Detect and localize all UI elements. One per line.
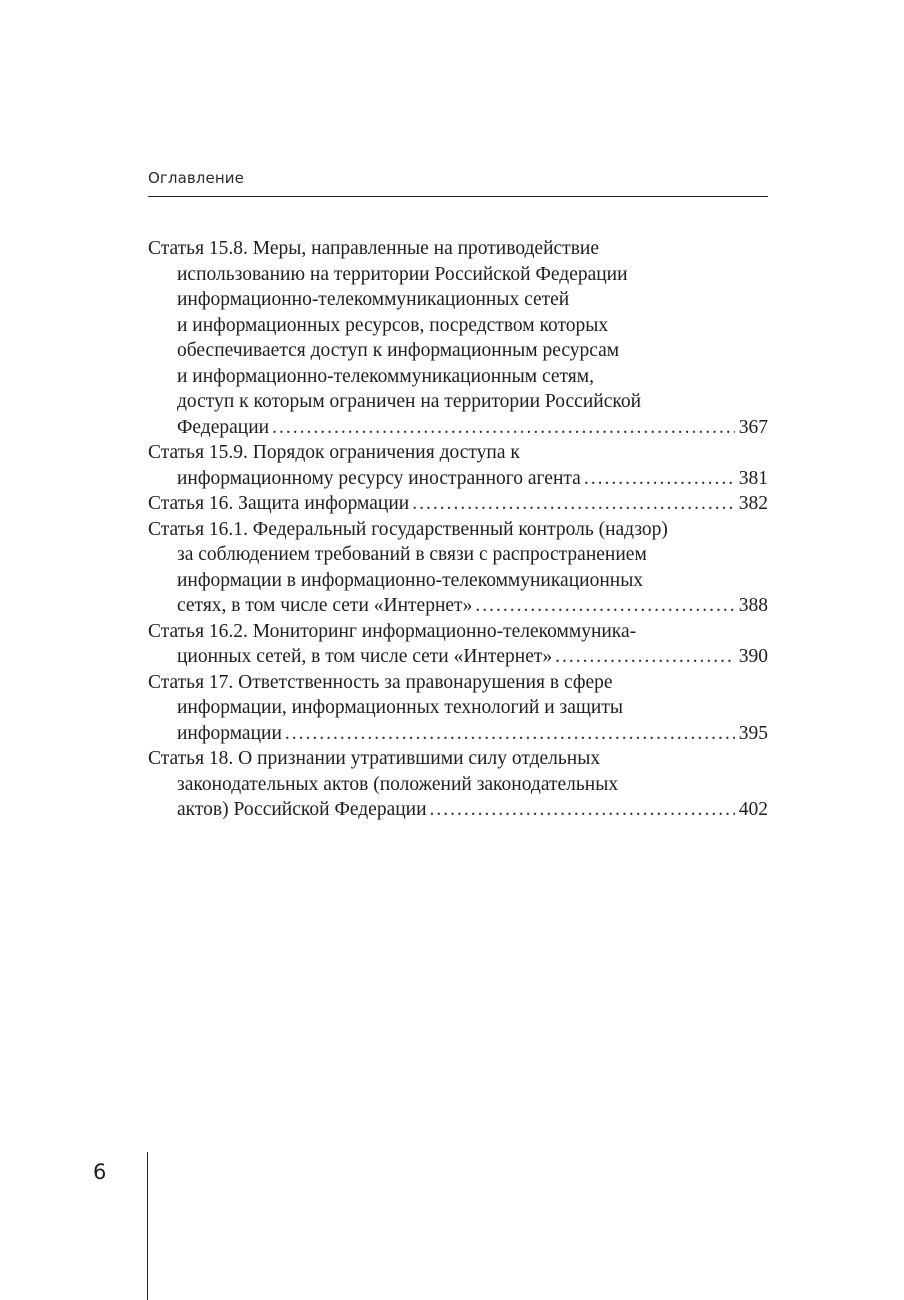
toc-entry-line: информации в информационно-телекоммуникационных (177, 569, 644, 591)
dot-leader (272, 415, 735, 441)
toc-page-number: 402 (738, 799, 768, 820)
dot-leader (285, 721, 735, 747)
dot-leader (584, 466, 735, 492)
toc-entry (148, 670, 768, 747)
toc-entry (148, 491, 768, 517)
dot-leader (555, 644, 735, 670)
toc-entry-text: сетях, в том числе сети «Интернет» (177, 595, 473, 616)
toc-entry-last-line (148, 593, 768, 619)
margin-rule (147, 1152, 148, 1300)
toc-page-number: 382 (738, 493, 768, 514)
toc-entry-line: использованию на территории Российской Федерации (177, 263, 628, 285)
toc-entry-line: законодательных актов (положений законодательных (177, 773, 619, 795)
header-rule (148, 196, 768, 197)
toc-page-number: 388 (738, 595, 768, 616)
dot-leader (430, 797, 735, 823)
toc-entry-last-line (148, 797, 768, 823)
toc-page-number: 381 (738, 467, 768, 489)
dot-leader (412, 491, 735, 517)
toc-entry (148, 517, 768, 619)
dot-leader (475, 593, 734, 619)
toc-entry-last-line (148, 491, 768, 517)
page-number: 6 (93, 1160, 107, 1184)
toc-entry-line: и информационных ресурсов, посредством которых (177, 314, 609, 336)
toc-page-number: 390 (738, 646, 768, 667)
toc-entry-line: Статья 15.8. Меры, направленные на противодействие (148, 238, 599, 259)
toc-entry-line: обеспечивается доступ к информационным ресурсам (177, 340, 620, 361)
toc-entry-text: Федерации (177, 416, 270, 438)
toc-entry-text: информации (177, 722, 282, 744)
toc-entry (148, 746, 768, 823)
toc-entry-line: информационно-телекоммуникационных сетей (177, 289, 570, 310)
toc-entry-line: информации, информационных технологий и защиты (177, 697, 623, 718)
toc-page-number: 367 (738, 416, 768, 438)
toc-entry-text: актов) Российской Федерации (177, 799, 427, 820)
toc-entry-line: Статья 17. Ответственность за правонарушения в сфере (148, 671, 613, 693)
toc-entry-line: Статья 16.1. Федеральный государственный контроль (надзор) (148, 518, 668, 540)
toc-entry-last-line (148, 721, 768, 747)
toc-entry (148, 236, 768, 440)
toc-entry-line: Статья 16.2. Мониторинг информационно-телекоммуника- (148, 620, 637, 642)
table-of-contents (148, 236, 768, 823)
toc-entry (148, 440, 768, 491)
toc-entry-last-line (148, 415, 768, 441)
toc-entry (148, 619, 768, 670)
toc-entry-line: за соблюдением требований в связи с распространением (177, 544, 647, 565)
toc-page-number: 395 (738, 722, 768, 744)
toc-entry-line: Статья 18. О признании утратившими силу отдельных (148, 748, 601, 769)
toc-entry-last-line (148, 644, 768, 670)
toc-entry-text: Статья 16. Защита информации (148, 493, 410, 514)
toc-entry-text: ционных сетей, в том числе сети «Интернет» (177, 646, 553, 667)
toc-entry-text: информационному ресурсу иностранного агента (177, 467, 581, 489)
running-head: Оглавление (148, 169, 244, 187)
toc-entry-last-line (148, 466, 768, 492)
toc-entry-line: и информационно-телекоммуникационным сетям, (177, 365, 594, 387)
toc-entry-line: Статья 15.9. Порядок ограничения доступа к (148, 442, 520, 463)
toc-entry-line: доступ к которым ограничен на территории Российской (177, 391, 642, 412)
